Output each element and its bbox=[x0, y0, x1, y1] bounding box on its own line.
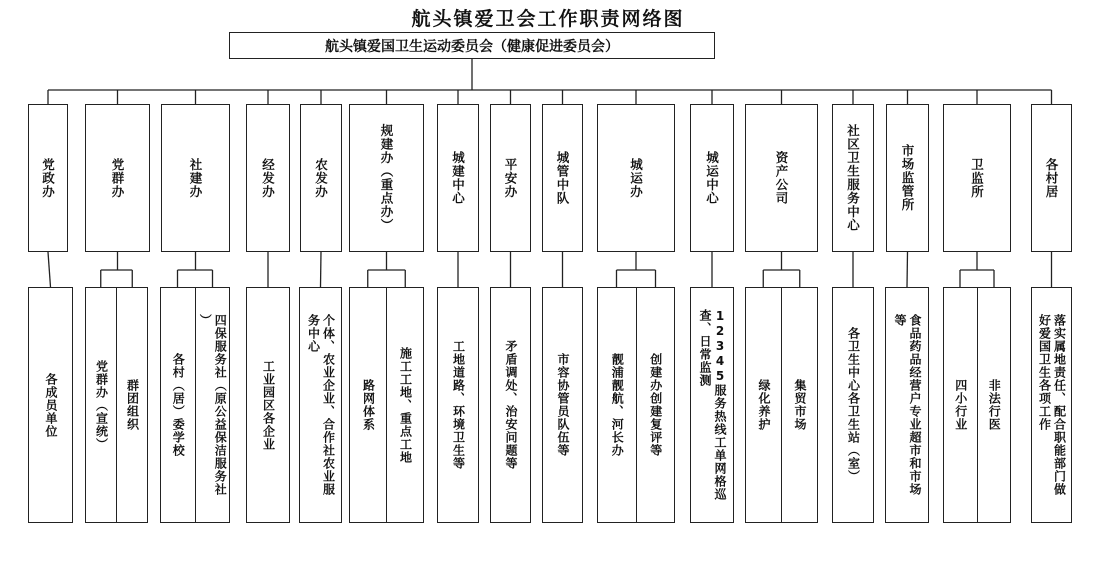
diagram-title: 航头镇爱卫会工作职责网络图 bbox=[411, 8, 685, 30]
department-name: 党政办 bbox=[40, 157, 56, 199]
department-name: 社建办 bbox=[188, 157, 203, 199]
unit-cell bbox=[944, 288, 977, 522]
department-box bbox=[161, 104, 230, 252]
unit-connector bbox=[48, 252, 51, 287]
unit-label: 创建办创建复评等 bbox=[648, 353, 663, 457]
department-box bbox=[28, 104, 68, 252]
department-name: 城运办 bbox=[628, 157, 644, 199]
unit-label: 非法行医 bbox=[987, 379, 1002, 431]
unit-label: 各卫生中心各卫生站（室） bbox=[846, 327, 861, 483]
unit-cell bbox=[636, 288, 675, 522]
department-name: 经发办 bbox=[260, 157, 276, 199]
department-name: 各村居 bbox=[1044, 157, 1059, 199]
unit-box bbox=[85, 287, 148, 523]
unit-label: 落实属地责任、配合职能部门做 好爱国卫生各项工作 bbox=[1037, 314, 1067, 496]
unit-cell bbox=[386, 288, 423, 522]
department-name: 城建中心 bbox=[450, 151, 466, 205]
unit-cell bbox=[1032, 288, 1071, 522]
department-name: 市场监管所 bbox=[900, 144, 915, 212]
unit-box bbox=[490, 287, 531, 523]
unit-cell bbox=[116, 288, 147, 522]
department-box bbox=[300, 104, 342, 252]
unit-box bbox=[885, 287, 929, 523]
department-box bbox=[597, 104, 675, 252]
unit-label: 12345服务热线工单网格巡 查、日常监测 bbox=[698, 309, 727, 501]
unit-cell bbox=[438, 288, 478, 522]
unit-label: 各成员单位 bbox=[44, 372, 58, 438]
department-name: 城管中队 bbox=[555, 151, 570, 205]
unit-cell bbox=[886, 288, 928, 522]
unit-label: 路网体系 bbox=[361, 379, 376, 431]
department-box bbox=[943, 104, 1011, 252]
unit-cell bbox=[29, 288, 72, 522]
unit-connector bbox=[907, 252, 908, 287]
unit-label: 个体、农业企业、合作社农业服 务中心 bbox=[306, 314, 336, 496]
unit-cell bbox=[161, 288, 195, 522]
unit-cell bbox=[781, 288, 817, 522]
department-box bbox=[690, 104, 734, 252]
department-name: 卫监所 bbox=[969, 157, 985, 199]
unit-cell bbox=[833, 288, 873, 522]
unit-cell bbox=[746, 288, 781, 522]
unit-box bbox=[28, 287, 73, 523]
unit-box bbox=[437, 287, 479, 523]
department-name: 农发办 bbox=[313, 157, 329, 199]
unit-label: 工业园区各企业 bbox=[261, 359, 276, 451]
unit-cell bbox=[300, 288, 341, 522]
department-name: 城运中心 bbox=[704, 151, 720, 205]
department-name: 平安办 bbox=[503, 157, 518, 199]
unit-label: 食品药品经营户专业超市和市场 等 bbox=[893, 314, 922, 496]
unit-cell bbox=[598, 288, 636, 522]
unit-label: 党群办（宣统） bbox=[94, 359, 109, 451]
unit-box bbox=[299, 287, 342, 523]
unit-label: 施工工地、重点工地 bbox=[398, 346, 413, 464]
unit-label: 矛盾调处、治安问题等 bbox=[504, 340, 518, 470]
committee-label: 航头镇爱国卫生运动委员会（健康促进委员会） bbox=[325, 38, 619, 55]
department-box bbox=[745, 104, 818, 252]
unit-cell bbox=[977, 288, 1011, 522]
department-box bbox=[1031, 104, 1072, 252]
unit-cell bbox=[350, 288, 386, 522]
department-name: 资产公司 bbox=[774, 151, 789, 205]
unit-box bbox=[690, 287, 734, 523]
unit-cell bbox=[86, 288, 116, 522]
unit-box bbox=[745, 287, 818, 523]
department-box bbox=[349, 104, 424, 252]
department-box bbox=[542, 104, 583, 252]
unit-cell bbox=[543, 288, 582, 522]
unit-box bbox=[597, 287, 675, 523]
department-box bbox=[85, 104, 150, 252]
department-box bbox=[886, 104, 929, 252]
department-box bbox=[832, 104, 874, 252]
unit-label: 群团组织 bbox=[125, 379, 140, 431]
unit-label: 市容协管员队伍等 bbox=[556, 353, 570, 457]
unit-box bbox=[349, 287, 424, 523]
department-box bbox=[490, 104, 531, 252]
department-box bbox=[246, 104, 290, 252]
department-name: 党群办 bbox=[110, 157, 125, 199]
unit-label: 工地道路、环境卫生等 bbox=[451, 340, 466, 470]
unit-box bbox=[246, 287, 290, 523]
unit-label: 集贸市场 bbox=[793, 379, 807, 431]
unit-label: 各村（居）委学校 bbox=[171, 353, 186, 457]
unit-label: 四小行业 bbox=[953, 379, 968, 431]
unit-box bbox=[943, 287, 1011, 523]
unit-box bbox=[542, 287, 583, 523]
unit-box bbox=[160, 287, 230, 523]
unit-label: 绿化养护 bbox=[757, 379, 771, 431]
unit-cell bbox=[247, 288, 289, 522]
unit-cell bbox=[691, 288, 733, 522]
unit-connector bbox=[321, 252, 322, 287]
unit-label: 四保服务社（原公益保洁服务社 ） bbox=[198, 314, 228, 496]
department-name: 规建办（重点办） bbox=[379, 124, 394, 232]
unit-box bbox=[1031, 287, 1072, 523]
unit-cell bbox=[491, 288, 530, 522]
unit-box bbox=[832, 287, 874, 523]
department-name: 社区卫生服务中心 bbox=[845, 124, 861, 232]
unit-label: 靓浦靓航、河长办 bbox=[610, 353, 625, 457]
unit-cell bbox=[195, 288, 230, 522]
department-box bbox=[437, 104, 479, 252]
